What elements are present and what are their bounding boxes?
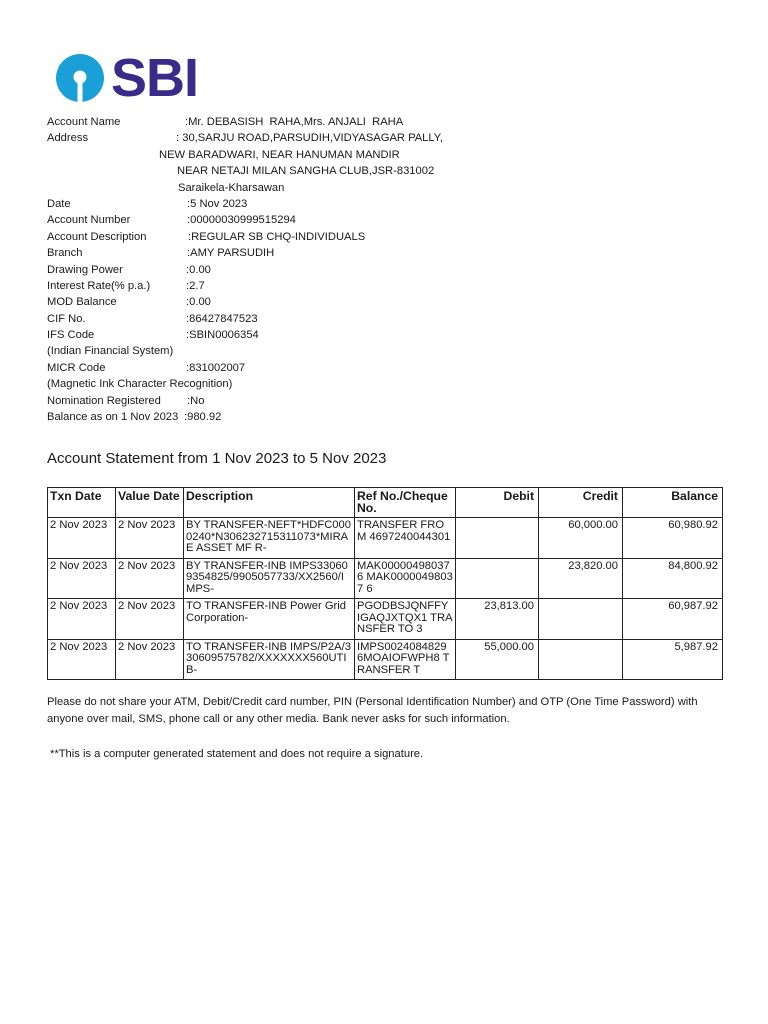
info-label: Account Name xyxy=(47,116,121,128)
debit-cell: 55,000.00 xyxy=(456,639,539,680)
ref-no-cell: TRANSFER FROM 4697240044301 xyxy=(355,518,456,559)
info-value: :AMY PARSUDIH xyxy=(187,247,275,260)
header-debit: Debit xyxy=(456,488,539,518)
info-value: :Mr. DEBASISH RAHA,Mrs. ANJALI RAHA xyxy=(185,116,404,128)
info-value: :831002007 xyxy=(186,361,246,374)
table-row xyxy=(48,518,723,559)
sbi-logo xyxy=(55,48,199,108)
info-label: Branch xyxy=(47,247,83,260)
info-label: MICR Code xyxy=(47,361,106,374)
table-header-row xyxy=(48,488,723,518)
info-label: CIF No. xyxy=(47,312,86,325)
txn-date-cell: 2 Nov 2023 xyxy=(48,599,116,640)
value-date-cell: 2 Nov 2023 xyxy=(116,599,184,640)
value-date-cell: 2 Nov 2023 xyxy=(116,639,184,680)
header-txn-date: Txn Date xyxy=(48,488,116,518)
brand-name: SBI xyxy=(111,48,199,108)
credit-cell: 60,000.00 xyxy=(539,518,623,559)
ref-no-cell: MAK00000498037 6 MAK00000498037 6 xyxy=(355,558,456,599)
credit-cell: 23,820.00 xyxy=(539,558,623,599)
debit-cell xyxy=(456,518,539,559)
info-label: (Magnetic Ink Character Recognition) xyxy=(47,378,233,391)
info-value: :5 Nov 2023 xyxy=(187,197,248,210)
info-label: Balance as on 1 Nov 2023 xyxy=(47,411,179,424)
balance-cell: 60,980.92 xyxy=(623,518,723,559)
statement-heading: Account Statement from 1 Nov 2023 to 5 Nov 2023 xyxy=(47,450,387,467)
ref-no-cell: PGODBSJQNFFY IGAQJXTQX1 TRANSFER TO 3 xyxy=(355,599,456,640)
table-row xyxy=(48,558,723,599)
info-value: :SBIN0006354 xyxy=(186,329,259,342)
table-row xyxy=(48,599,723,640)
info-label: Address xyxy=(47,132,89,145)
credit-cell xyxy=(539,599,623,640)
info-label: Drawing Power xyxy=(47,263,123,276)
value-date-cell: 2 Nov 2023 xyxy=(116,518,184,559)
info-value: :0.00 xyxy=(186,296,211,309)
info-value: :0.00 xyxy=(186,263,211,276)
info-value: : 30,SARJU ROAD,PARSUDIH,VIDYASAGAR PALLY, xyxy=(176,132,443,145)
info-label: IFS Code xyxy=(47,329,95,342)
ref-no-cell: IMPS0024084829 6MOAIOFWPH8 TRANSFER T xyxy=(355,639,456,680)
balance-cell: 5,987.92 xyxy=(623,639,723,680)
header-credit: Credit xyxy=(539,488,623,518)
info-label: Account Description xyxy=(47,230,147,243)
header-value-date: Value Date xyxy=(116,488,184,518)
info-value: :00000030999515294 xyxy=(187,214,296,227)
info-label: Interest Rate(% p.a.) xyxy=(47,279,151,292)
header-ref-no: Ref No./Cheque No. xyxy=(355,488,456,518)
value-date-cell: 2 Nov 2023 xyxy=(116,558,184,599)
info-value: NEAR NETAJI MILAN SANGHA CLUB,JSR-831002 xyxy=(177,165,435,178)
header-description: Description xyxy=(184,488,355,518)
txn-date-cell: 2 Nov 2023 xyxy=(48,518,116,559)
balance-cell: 60,987.92 xyxy=(623,599,723,640)
debit-cell: 23,813.00 xyxy=(456,599,539,640)
header-balance: Balance xyxy=(623,488,723,518)
info-value: Saraikela-Kharsawan xyxy=(178,181,285,194)
security-notice: Please do not share your ATM, Debit/Credit card number, PIN (Personal Identification Number) and OTP (One Time Password) with anyone over mail, SMS, phone call or any other media. Bank never asks for such information. xyxy=(47,696,698,725)
info-label: Account Number xyxy=(47,214,131,227)
footer-note: **This is a computer generated statement and does not require a signature. xyxy=(50,748,424,760)
description-cell: TO TRANSFER-INB IMPS/P2A/330609575782/XXXXXXX560UTIB- xyxy=(184,639,355,680)
table-row xyxy=(48,639,723,680)
description-cell: BY TRANSFER-NEFT*HDFC0000240*N306232715311073*MIRAE ASSET MF R- xyxy=(184,518,355,559)
info-value: :980.92 xyxy=(184,411,222,424)
balance-cell: 84,800.92 xyxy=(623,558,723,599)
description-cell: TO TRANSFER-INB Power Grid Corporation- xyxy=(184,599,355,640)
info-value: NEW BARADWARI, NEAR HANUMAN MANDIR xyxy=(159,148,400,161)
debit-cell xyxy=(456,558,539,599)
info-value: :No xyxy=(187,394,205,407)
txn-date-cell: 2 Nov 2023 xyxy=(48,558,116,599)
info-value: :86427847523 xyxy=(186,312,258,325)
info-label: MOD Balance xyxy=(47,296,117,309)
transactions-table xyxy=(47,487,723,680)
description-cell: BY TRANSFER-INB IMPS330609354825/9905057733/XX2560/IMPS- xyxy=(184,558,355,599)
sbi-keyhole-icon xyxy=(55,53,105,103)
info-label: Date xyxy=(47,197,71,210)
credit-cell xyxy=(539,639,623,680)
txn-date-cell: 2 Nov 2023 xyxy=(48,639,116,680)
info-value: :2.7 xyxy=(186,279,205,292)
info-label: Nomination Registered xyxy=(47,394,161,407)
info-value: :REGULAR SB CHQ-INDIVIDUALS xyxy=(188,230,366,243)
info-label: (Indian Financial System) xyxy=(47,345,174,358)
